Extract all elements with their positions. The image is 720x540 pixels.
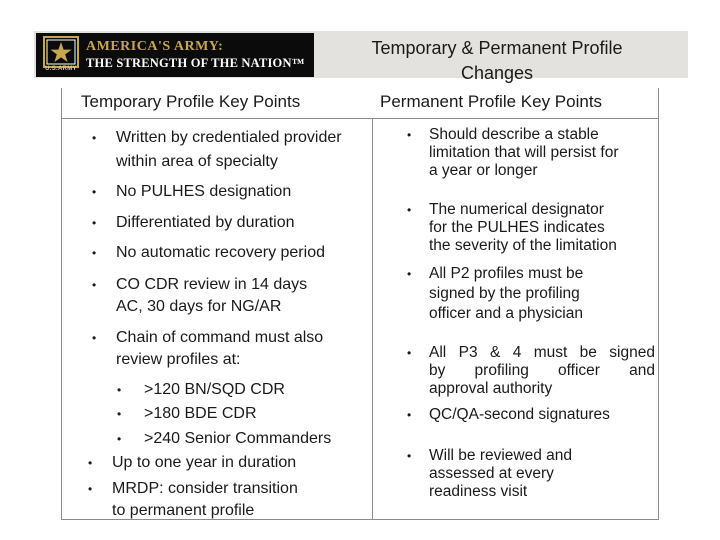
bullet-icon: • <box>88 456 93 470</box>
bullet-icon: • <box>407 203 412 217</box>
slide-title-line-2: Changes <box>460 63 534 83</box>
bullet-icon: • <box>407 346 412 360</box>
bullet-icon: • <box>407 267 412 281</box>
bullet-icon: • <box>407 449 412 463</box>
bullet-icon: • <box>92 331 97 345</box>
logo-line-1: AMERICA'S ARMY: <box>86 39 224 54</box>
slide-title <box>330 36 664 86</box>
bullet-icon: • <box>92 131 97 145</box>
logo-line-2: THE STRENGTH OF THE NATION™ <box>86 56 305 70</box>
slide-title-line-1: Temporary & Permanent Profile <box>371 38 623 58</box>
army-logo <box>36 33 314 77</box>
bullet-icon: • <box>117 432 122 446</box>
bullet-icon: • <box>92 246 97 260</box>
bullet-icon: • <box>117 383 122 397</box>
bullet-icon: • <box>117 407 122 421</box>
bullet-icon: • <box>92 278 97 292</box>
bullet-icon: • <box>407 128 412 142</box>
temporary-heading: Temporary Profile Key Points <box>81 92 301 111</box>
bullet-icon: • <box>92 216 97 230</box>
logo-us-army-text: U.S.ARMY <box>45 66 77 72</box>
bullet-icon: • <box>92 185 97 199</box>
column-divider <box>372 118 373 519</box>
bullet-icon: • <box>88 482 93 496</box>
bullet-icon: • <box>407 408 412 422</box>
permanent-heading: Permanent Profile Key Points <box>380 92 603 111</box>
